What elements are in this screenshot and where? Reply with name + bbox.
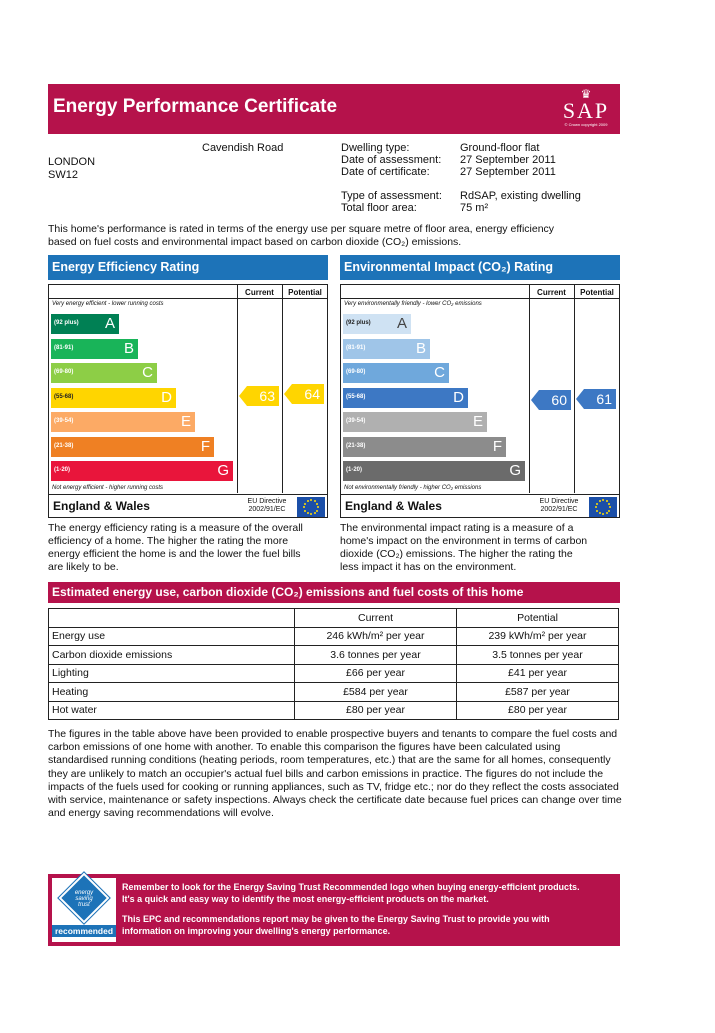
current-rating-value: 63 bbox=[259, 388, 275, 404]
eu-flag-icon bbox=[589, 497, 617, 517]
rating-band-g bbox=[51, 461, 233, 481]
band-range: (69-80) bbox=[346, 369, 366, 375]
band-range: (1-20) bbox=[54, 467, 71, 473]
dwelling-type-label: Dwelling type: bbox=[341, 142, 410, 154]
potential-rating-value: 64 bbox=[304, 386, 320, 402]
sap-logo: ♛ SAP © Crown copyright 2009 bbox=[560, 88, 612, 130]
current-rating-arrow bbox=[531, 390, 571, 410]
table-row bbox=[49, 627, 619, 646]
band-range: (81-91) bbox=[54, 344, 74, 351]
band-letter: E bbox=[180, 413, 191, 430]
rating-band-c bbox=[51, 363, 157, 383]
band-range: (39-54) bbox=[54, 418, 74, 424]
environmental-title: Environmental Impact (CO₂) Rating bbox=[340, 255, 620, 280]
potential-column-header: Potential bbox=[457, 609, 619, 628]
rating-band-b bbox=[51, 339, 138, 359]
assessment-type-label: Type of assessment: bbox=[341, 190, 442, 202]
row-potential: 239 kWh/m² per year bbox=[457, 627, 619, 646]
row-divider bbox=[341, 494, 619, 495]
region-label: England & Wales bbox=[53, 499, 150, 513]
row-label: Carbon dioxide emissions bbox=[49, 646, 295, 665]
row-label: Heating bbox=[49, 683, 295, 702]
footer-line-2: It's a quick and easy way to identify the most energy-efficient products on the market. bbox=[122, 894, 489, 904]
efficiency-rating-chart bbox=[48, 284, 328, 518]
rating-band-d bbox=[51, 388, 176, 408]
band-letter: E bbox=[472, 413, 483, 430]
costs-title: Estimated energy use, carbon dioxide (CO₂) emissions and fuel costs of this home bbox=[48, 582, 620, 603]
band-range: (69-80) bbox=[54, 369, 74, 375]
band-letter: D bbox=[453, 388, 464, 406]
eu-directive-text: EU Directive 2002/91/EC bbox=[247, 498, 287, 513]
table-row bbox=[49, 701, 619, 720]
address-street: Cavendish Road bbox=[202, 142, 284, 154]
rating-band-d bbox=[343, 388, 468, 408]
column-divider bbox=[529, 285, 530, 493]
rating-band-e bbox=[343, 412, 487, 432]
current-rating-arrow bbox=[239, 386, 279, 406]
environmental-description: The environmental impact rating is a measure of a home's impact on the environment in terms of carbon dioxide (CO₂) emissions. The higher the rating the less impact it has on the environment. bbox=[340, 522, 588, 573]
bottom-note: Not energy efficient - higher running costs bbox=[52, 485, 164, 491]
band-range: (39-54) bbox=[346, 418, 366, 424]
band-letter: B bbox=[415, 339, 426, 357]
band-letter: D bbox=[161, 388, 172, 406]
current-column-header: Current bbox=[295, 609, 457, 628]
band-range: (92 plus) bbox=[54, 320, 79, 326]
potential-rating-arrow bbox=[284, 384, 324, 404]
rating-band-f bbox=[343, 437, 506, 457]
dwelling-type-value: Ground-floor flat bbox=[460, 142, 540, 154]
band-range: (1-20) bbox=[346, 467, 363, 473]
assessment-type-value: RdSAP, existing dwelling bbox=[460, 190, 581, 202]
band-letter: C bbox=[142, 364, 153, 381]
column-divider bbox=[574, 285, 575, 493]
row-divider bbox=[49, 494, 327, 495]
current-column-header: Current bbox=[537, 288, 566, 297]
environmental-rating-chart bbox=[340, 284, 620, 518]
top-note: Very environmentally friendly - lower CO₂ emissions bbox=[344, 301, 482, 307]
intro-line-2: based on fuel costs and environmental impact based on carbon dioxide (CO₂) emissions. bbox=[48, 236, 462, 248]
potential-rating-arrow bbox=[576, 389, 616, 409]
column-divider bbox=[282, 285, 283, 493]
rating-band-a bbox=[51, 314, 119, 334]
energy-saving-trust-banner bbox=[48, 874, 620, 946]
top-note: Very energy efficient - lower running costs bbox=[52, 301, 164, 307]
table-row bbox=[49, 664, 619, 683]
current-column-header: Current bbox=[245, 288, 274, 297]
row-current: £80 per year bbox=[295, 701, 457, 720]
rating-band-e bbox=[51, 412, 195, 432]
band-range: (92 plus) bbox=[346, 320, 371, 326]
row-potential: £41 per year bbox=[457, 664, 619, 683]
table-row bbox=[49, 683, 619, 702]
row-divider bbox=[49, 298, 327, 299]
certificate-date-label: Date of certificate: bbox=[341, 166, 430, 178]
band-letter: A bbox=[396, 315, 407, 332]
rating-band-a bbox=[343, 314, 411, 334]
band-letter: G bbox=[509, 462, 521, 479]
band-range: (55-68) bbox=[54, 393, 74, 400]
row-current: £584 per year bbox=[295, 683, 457, 702]
crown-icon: ♛ bbox=[580, 87, 592, 101]
band-range: (81-91) bbox=[346, 344, 366, 351]
rating-band-g bbox=[343, 461, 525, 481]
assessment-date-label: Date of assessment: bbox=[341, 154, 442, 166]
potential-column-header: Potential bbox=[580, 288, 614, 297]
costs-table bbox=[48, 608, 619, 720]
region-label: England & Wales bbox=[345, 499, 442, 513]
table-header-row bbox=[49, 609, 619, 628]
energy-saving-trust-logo: energy saving trust recommended bbox=[52, 878, 116, 942]
certificate-date-value: 27 September 2011 bbox=[460, 166, 556, 178]
floor-area-value: 75 m² bbox=[460, 202, 489, 214]
band-range: (21-38) bbox=[346, 442, 366, 449]
row-potential: 3.5 tonnes per year bbox=[457, 646, 619, 665]
eu-flag-icon bbox=[297, 497, 325, 517]
bottom-note: Not environmentally friendly - higher CO₂ emissions bbox=[344, 485, 482, 491]
band-range: (55-68) bbox=[346, 393, 366, 400]
intro-line-1: This home's performance is rated in terms of the energy use per square metre of floor area, energy efficiency bbox=[48, 223, 555, 235]
band-letter: C bbox=[434, 364, 445, 381]
band-range: (21-38) bbox=[54, 442, 74, 449]
address-postcode: SW12 bbox=[48, 169, 78, 181]
page-title: Energy Performance Certificate bbox=[53, 96, 338, 117]
band-letter: F bbox=[492, 437, 502, 455]
current-rating-value: 60 bbox=[551, 392, 567, 408]
row-potential: £587 per year bbox=[457, 683, 619, 702]
potential-column-header: Potential bbox=[288, 288, 322, 297]
explanation-paragraph: The figures in the table above have been provided to enable prospective buyers and tenants to compare the fuel costs and carbon emissions of one home with another. To enable this comparison the figures have been calculated using standardised running conditions (heating periods, room temperatures, etc.) that are the same for all homes, consequently they are unlikely to match an occupier's actual fuel bills and carbon emissions in practice. The figures do not include the impacts of the fuels used for cooking or running appliances, such as TV, fridge etc.; nor do they reflect the costs associated with service, maintenance or safety inspections. Always check the certificate date because fuel prices can change over time and energy saving recommendations will evolve. bbox=[48, 728, 622, 820]
row-divider bbox=[341, 298, 619, 299]
rating-band-f bbox=[51, 437, 214, 457]
address-city: LONDON bbox=[48, 156, 96, 168]
eu-directive-text: EU Directive 2002/91/EC bbox=[539, 498, 579, 513]
rating-band-c bbox=[343, 363, 449, 383]
footer-line-3: This EPC and recommendations report may be given to the Energy Saving Trust to provide you with bbox=[122, 914, 550, 924]
efficiency-title: Energy Efficiency Rating bbox=[48, 255, 328, 280]
table-row bbox=[49, 646, 619, 665]
floor-area-label: Total floor area: bbox=[341, 202, 417, 214]
footer-line-1: Remember to look for the Energy Saving Trust Recommended logo when buying energy-efficient products. bbox=[122, 882, 580, 892]
row-current: 3.6 tonnes per year bbox=[295, 646, 457, 665]
label-column-header bbox=[49, 609, 295, 628]
column-divider bbox=[237, 285, 238, 493]
band-letter: F bbox=[200, 437, 210, 455]
footer-line-4: information on improving your dwelling's energy performance. bbox=[122, 926, 391, 936]
band-letter: A bbox=[104, 315, 115, 332]
band-letter: B bbox=[123, 339, 134, 357]
rating-band-b bbox=[343, 339, 430, 359]
row-label: Hot water bbox=[49, 701, 295, 720]
row-current: £66 per year bbox=[295, 664, 457, 683]
row-label: Energy use bbox=[49, 627, 295, 646]
efficiency-description: The energy efficiency rating is a measure of the overall efficiency of a home. The higher the rating the more energy efficient the home is and the lower the fuel bills are likely to be. bbox=[48, 522, 303, 573]
row-potential: £80 per year bbox=[457, 701, 619, 720]
row-label: Lighting bbox=[49, 664, 295, 683]
row-current: 246 kWh/m² per year bbox=[295, 627, 457, 646]
assessment-date-value: 27 September 2011 bbox=[460, 154, 556, 166]
potential-rating-value: 61 bbox=[596, 391, 612, 407]
certificate-header bbox=[48, 84, 620, 134]
band-letter: G bbox=[217, 462, 229, 479]
